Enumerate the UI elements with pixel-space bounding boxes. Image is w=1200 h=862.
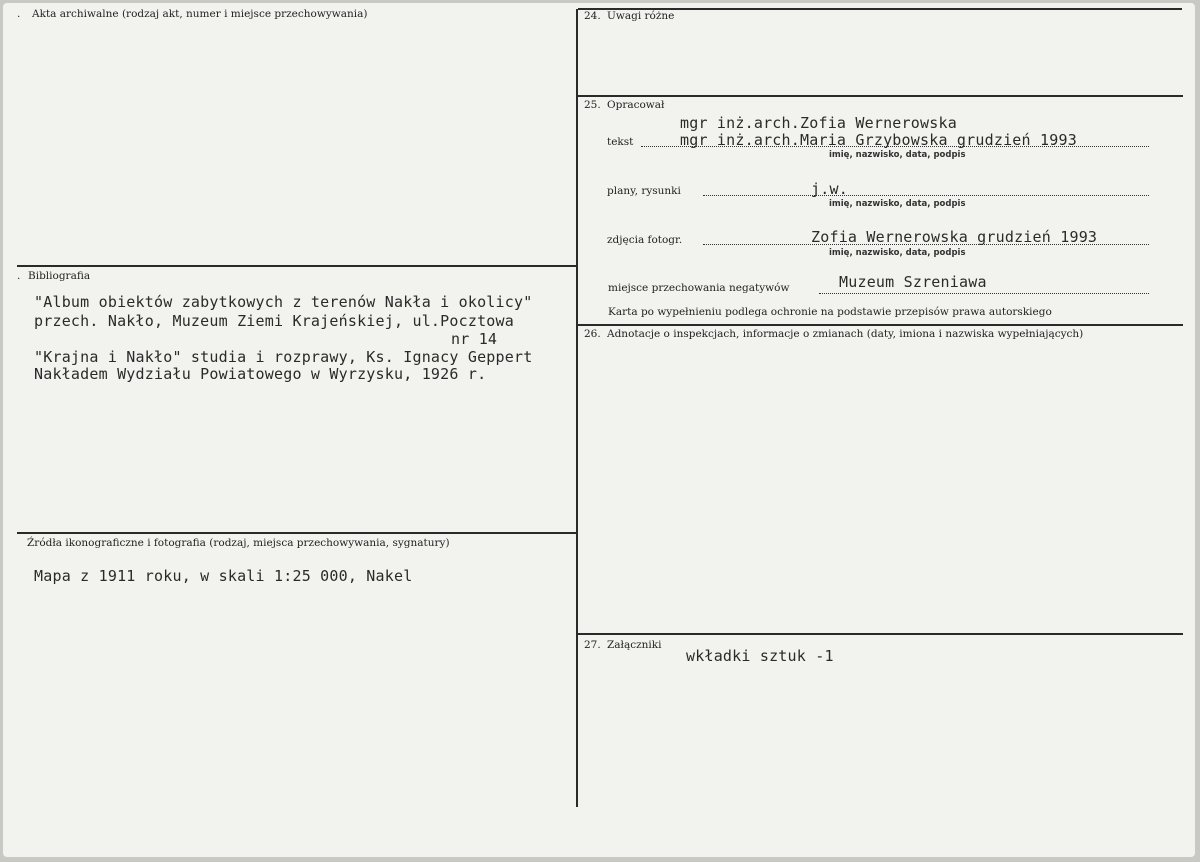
bibliography-line-3: nr 14	[451, 330, 498, 348]
text-field-caption: imię, nazwisko, data, podpis	[829, 150, 966, 160]
negatives-field-line	[819, 293, 1149, 294]
bibliography-line-4: "Krajna i Nakło" studia i rozprawy, Ks. Ignacy Geppert	[34, 348, 533, 366]
text-field-label: tekst	[607, 136, 634, 148]
bibliography-line-5: Nakładem Wydziału Powiatowego w Wyrzysku, 1926 r.	[34, 365, 487, 383]
prepared-label: Opracował	[607, 99, 665, 111]
text-author-line-2: mgr inż.arch.Maria Grzybowska grudzień 1993	[680, 131, 1077, 149]
divider-annotations	[578, 324, 1183, 326]
plans-field-caption: imię, nazwisko, data, podpis	[829, 199, 966, 209]
attachments-value: wkładki sztuk -1	[686, 647, 834, 665]
text-author-line-1: mgr inż.arch.Zofia Wernerowska	[680, 114, 957, 132]
archive-number: .	[17, 8, 21, 20]
photos-field-caption: imię, nazwisko, data, podpis	[829, 248, 966, 258]
copyright-notice: Karta po wypełnieniu podlega ochronie na podstawie przepisów prawa autorskiego	[608, 306, 1052, 318]
record-card	[3, 3, 1195, 857]
photos-field-label: zdjęcia fotogr.	[607, 234, 683, 246]
negatives-field-label: miejsce przechowania negatywów	[608, 282, 790, 294]
bibliography-label: Bibliografia	[28, 270, 91, 282]
center-divider	[576, 9, 578, 807]
photos-value: Zofia Wernerowska grudzień 1993	[811, 228, 1098, 246]
plans-field-line	[703, 195, 1149, 196]
bibliography-line-2: przech. Nakło, Muzeum Ziemi Krajeńskiej, ul.Pocztowa	[34, 312, 514, 330]
sources-label: Źródła ikonograficzne i fotografia (rodzaj, miejsca przechowywania, sygnatury)	[27, 537, 450, 549]
sources-value: Mapa z 1911 roku, w skali 1:25 000, Nakel	[34, 567, 413, 585]
divider-sources	[17, 532, 576, 534]
divider-attachments	[578, 633, 1183, 635]
attachments-number: 27.	[584, 639, 601, 651]
bibliography-number: .	[17, 270, 21, 282]
negatives-value: Muzeum Szreniawa	[839, 273, 987, 291]
plans-value: j.w.	[811, 180, 848, 198]
notes-number: 24.	[584, 10, 601, 22]
annotations-label: Adnotacje o inspekcjach, informacje o zmianach (daty, imiona i nazwiska wypełniających)	[607, 328, 1084, 340]
divider-prepared	[578, 95, 1183, 97]
notes-label: Uwagi różne	[607, 10, 675, 22]
prepared-number: 25.	[584, 99, 601, 111]
archive-label: Akta archiwalne (rodzaj akt, numer i miejsce przechowywania)	[32, 8, 368, 20]
annotations-number: 26.	[584, 328, 601, 340]
plans-field-label: plany, rysunki	[607, 185, 681, 197]
divider-bibliography	[17, 265, 576, 267]
attachments-label: Załączniki	[607, 639, 662, 651]
bibliography-line-1: "Album obiektów zabytkowych z terenów Nakła i okolicy"	[34, 293, 533, 311]
